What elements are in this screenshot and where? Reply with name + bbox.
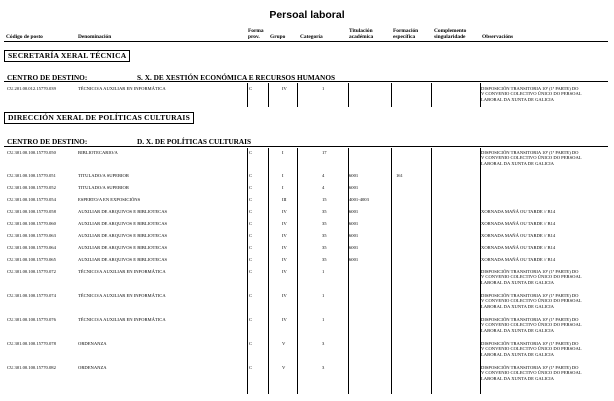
cell-grupo: I	[282, 185, 284, 190]
cell-titulacion: 6001	[349, 245, 359, 250]
observacions-line: V CONVENIO COLECTIVO ÚNICO DO PERSOAL	[481, 274, 582, 280]
header-rule	[4, 41, 608, 42]
cell-forma: C	[249, 233, 253, 238]
cell-observacions	[481, 269, 582, 285]
cell-name: AUXILIAR DE ARQUIVOS E BIBLIOTECAS	[78, 245, 168, 250]
cell-grupo: IV	[282, 293, 287, 298]
cell-code: CU.301.00.100.15770.052	[7, 185, 56, 190]
cell-categoria: 17	[322, 150, 327, 155]
cell-grupo: IV	[282, 269, 287, 274]
observacions-line: DISPOSICIÓN TRANSITORIA 10ª (1ª PARTE) DO	[481, 150, 579, 155]
observacions-line: V CONVENIO COLECTIVO ÚNICO DO PERSOAL	[481, 346, 582, 352]
cell-forma: C	[249, 245, 253, 250]
column-separator	[431, 148, 432, 394]
observacions-line: LABORAL DA XUNTA DE GALICIA	[481, 160, 554, 166]
cell-categoria: 35	[322, 221, 327, 226]
observacions-line: XORNADA MAÑÁ OU TARDE // B14	[481, 221, 556, 226]
header-formacion-line2: específica	[393, 34, 416, 40]
cell-categoria: 35	[322, 209, 327, 214]
cell-observacions	[481, 209, 555, 214]
column-separator	[348, 83, 349, 107]
cell-titulacion: 6001	[349, 209, 359, 214]
cell-titulacion: 6001	[349, 185, 359, 190]
cell-forma: C	[249, 365, 253, 370]
cell-observacions	[481, 233, 555, 238]
cell-name: ESPERTO/A EN EXPOSICIÓNS	[78, 197, 141, 202]
observacions-line: LABORAL DA XUNTA DE GALICIA	[481, 375, 554, 381]
cell-observacions	[481, 341, 582, 357]
observacions-line: DISPOSICIÓN TRANSITORIA 10ª (1ª PARTE) DO	[481, 293, 579, 298]
cell-categoria: 3	[322, 365, 325, 370]
cell-name: AUXILIAR DE ARQUIVOS E BIBLIOTECAS	[78, 209, 168, 214]
observacions-line: LABORAL DA XUNTA DE GALICIA	[481, 303, 554, 309]
cell-titulacion: 6001	[349, 233, 359, 238]
cell-observacions	[481, 245, 555, 250]
cell-name: TÉCNICO/A AUXILIAR EN INFORMÁTICA	[78, 317, 166, 322]
column-separator	[391, 148, 392, 394]
cell-forma: C	[249, 197, 253, 202]
cell-grupo: I	[282, 173, 284, 178]
cell-categoria: 3	[322, 341, 325, 346]
header-titulacion	[349, 28, 373, 40]
column-separator	[480, 83, 481, 107]
column-separator	[480, 148, 481, 394]
cell-forma: C	[249, 293, 253, 298]
cell-name: ORDENANZA	[78, 365, 107, 370]
header-forma-line1: Forma	[248, 28, 264, 34]
column-separator	[348, 148, 349, 394]
cell-titulacion: 4001-4003	[349, 197, 369, 202]
cell-code: CU.301.00.100.15770.072	[7, 269, 56, 274]
observacions-line: XORNADA MAÑÁ OU TARDE // B14	[481, 257, 556, 262]
centro-label: CENTRO DE DESTINO:	[7, 137, 88, 146]
cell-code: CU.301.00.100.15770.076	[7, 317, 56, 322]
column-separator	[268, 148, 269, 394]
header-titulacion-line1: Titulación	[349, 28, 373, 34]
cell-name: TÉCNICO/A AUXILIAR EN INFORMÁTICA	[78, 293, 166, 298]
cell-observacions	[481, 317, 582, 333]
centro-label: CENTRO DE DESTINO:	[7, 73, 88, 82]
cell-grupo: V	[282, 341, 286, 346]
header-titulacion-line2: académica	[349, 34, 374, 40]
cell-code: CU.301.00.100.15770.058	[7, 209, 56, 214]
cell-categoria: 35	[322, 245, 327, 250]
centro-value: D. X. DE POLÍTICAS CULTURAIS	[137, 137, 252, 146]
cell-categoria: 1	[322, 86, 325, 91]
cell-name: TÉCNICO/A AUXILIAR EN INFORMÁTICA	[78, 86, 166, 91]
header-forma	[248, 28, 264, 40]
cell-name: AUXILIAR DE ARQUIVOS E BIBLIOTECAS	[78, 221, 168, 226]
cell-forma: C	[249, 173, 253, 178]
column-separator	[247, 83, 248, 107]
column-separator	[268, 83, 269, 107]
cell-forma: C	[249, 86, 253, 91]
header-formacion	[393, 28, 418, 40]
observacions-line: DISPOSICIÓN TRANSITORIA 10ª (1ª PARTE) DO	[481, 365, 579, 370]
header-categoria: Categoría	[300, 34, 323, 40]
observacions-line: V CONVENIO COLECTIVO ÚNICO DO PERSOAL	[481, 155, 582, 161]
cell-grupo: IV	[282, 257, 287, 262]
cell-forma: C	[249, 150, 253, 155]
observacions-line: V CONVENIO COLECTIVO ÚNICO DO PERSOAL	[481, 370, 582, 376]
cell-code: CU.301.00.100.15770.051	[7, 173, 56, 178]
cell-code: CU.301.00.100.15770.054	[7, 197, 56, 202]
cell-code: CU.201.00.012.15770.039	[7, 86, 56, 91]
cell-observacions	[481, 221, 555, 226]
cell-titulacion: 6001	[349, 221, 359, 226]
observacions-line: LABORAL DA XUNTA DE GALICIA	[481, 279, 554, 285]
cell-observacions	[481, 150, 582, 166]
column-separator	[297, 83, 298, 107]
cell-forma: C	[249, 185, 253, 190]
cell-code: CU.301.00.100.15770.074	[7, 293, 56, 298]
column-separator	[391, 83, 392, 107]
observacions-line: XORNADA MAÑÁ OU TARDE // B14	[481, 233, 556, 238]
observacions-line: DISPOSICIÓN TRANSITORIA 10ª (1ª PARTE) DO	[481, 269, 579, 274]
cell-forma: C	[249, 269, 253, 274]
cell-code: CU.301.00.100.15770.082	[7, 365, 56, 370]
header-forma-line2: prov.	[248, 34, 260, 40]
header-codigo: Código de posto	[6, 34, 43, 40]
cell-name: ORDENANZA	[78, 341, 107, 346]
cell-observacions	[481, 293, 582, 309]
cell-forma: C	[249, 257, 253, 262]
cell-grupo: IV	[282, 233, 287, 238]
observacions-line: XORNADA MAÑÁ OU TARDE // B14	[481, 209, 556, 214]
observacions-line: V CONVENIO COLECTIVO ÚNICO DO PERSOAL	[481, 298, 582, 304]
cell-titulacion: 6001	[349, 173, 359, 178]
header-observacions: Observacións	[482, 34, 514, 40]
cell-code: CU.301.00.100.15770.064	[7, 245, 56, 250]
cell-name: AUXILIAR DE ARQUIVOS E BIBLIOTECAS	[78, 233, 168, 238]
cell-name: AUXILIAR DE ARQUIVOS E BIBLIOTECAS	[78, 257, 168, 262]
observacions-line: XORNADA MAÑÁ OU TARDE // B14	[481, 245, 556, 250]
header-formacion-line1: Formación	[393, 28, 419, 34]
cell-grupo: IV	[282, 245, 287, 250]
cell-categoria: 4	[322, 185, 325, 190]
centro-destino	[7, 137, 252, 146]
cell-categoria: 1	[322, 317, 325, 322]
cell-forma: C	[249, 221, 253, 226]
observacions-line: DISPOSICIÓN TRANSITORIA 10ª (1ª PARTE) DO	[481, 86, 579, 91]
cell-grupo: V	[282, 365, 286, 370]
column-separator	[431, 83, 432, 107]
cell-name: BIBLIOTECARIO/A	[78, 150, 118, 155]
page-title: Persoal laboral	[269, 9, 345, 21]
cell-forma: C	[249, 317, 253, 322]
observacions-line: V CONVENIO COLECTIVO ÚNICO DO PERSOAL	[481, 91, 582, 97]
cell-categoria: 1	[322, 269, 325, 274]
header-complemento-line1: Complemento	[434, 28, 467, 34]
department-box: DIRECCIÓN XERAL DE POLÍTICAS CULTURAIS	[4, 112, 194, 124]
observacions-line: LABORAL DA XUNTA DE GALICIA	[481, 327, 554, 333]
centro-rule	[4, 146, 608, 147]
observacions-line: V CONVENIO COLECTIVO ÚNICO DO PERSOAL	[481, 322, 582, 328]
cell-categoria: 1	[322, 293, 325, 298]
observacions-line: DISPOSICIÓN TRANSITORIA 10ª (1ª PARTE) DO	[481, 341, 579, 346]
cell-grupo: III	[282, 197, 287, 202]
cell-code: CU.301.00.100.15770.078	[7, 341, 56, 346]
cell-observacions	[481, 365, 582, 381]
observacions-line: LABORAL DA XUNTA DE GALICIA	[481, 96, 554, 102]
cell-name: TITULADO/A SUPERIOR	[78, 173, 129, 178]
cell-code: CU.301.00.100.15770.063	[7, 233, 56, 238]
header-complemento-line2: singularidade	[434, 34, 466, 40]
cell-grupo: IV	[282, 209, 287, 214]
cell-forma: C	[249, 341, 253, 346]
cell-categoria: 15	[322, 197, 327, 202]
cell-observacions	[481, 257, 555, 262]
column-separator	[297, 148, 298, 394]
cell-forma: C	[249, 209, 253, 214]
cell-categoria: 35	[322, 233, 327, 238]
cell-titulacion: 6001	[349, 257, 359, 262]
centro-value: S. X. DE XESTIÓN ECONÓMICA E RECURSOS HUMANOS	[137, 73, 336, 82]
cell-code: CU.301.00.100.15770.060	[7, 221, 56, 226]
header-complemento	[434, 28, 466, 40]
cell-grupo: I	[282, 150, 284, 155]
observacions-line: DISPOSICIÓN TRANSITORIA 10ª (1ª PARTE) DO	[481, 317, 579, 322]
cell-categoria: 4	[322, 173, 325, 178]
observacions-line: LABORAL DA XUNTA DE GALICIA	[481, 351, 554, 357]
header-denominacion: Denominación	[78, 34, 112, 40]
cell-observacions	[481, 86, 582, 102]
cell-formacion: 161	[396, 173, 403, 178]
cell-grupo: IV	[282, 317, 287, 322]
cell-code: CU.301.00.100.15770.050	[7, 150, 56, 155]
cell-code: CU.301.00.100.15770.065	[7, 257, 56, 262]
centro-rule	[4, 81, 608, 82]
department-box: SECRETARÍA XERAL TÉCNICA	[4, 50, 130, 62]
header-grupo: Grupo	[270, 34, 286, 40]
cell-categoria: 35	[322, 257, 327, 262]
cell-name: TÉCNICO/A AUXILIAR EN INFORMÁTICA	[78, 269, 166, 274]
cell-grupo: IV	[282, 86, 287, 91]
cell-name: TITULADO/A SUPERIOR	[78, 185, 129, 190]
cell-grupo: IV	[282, 221, 287, 226]
column-separator	[247, 148, 248, 394]
